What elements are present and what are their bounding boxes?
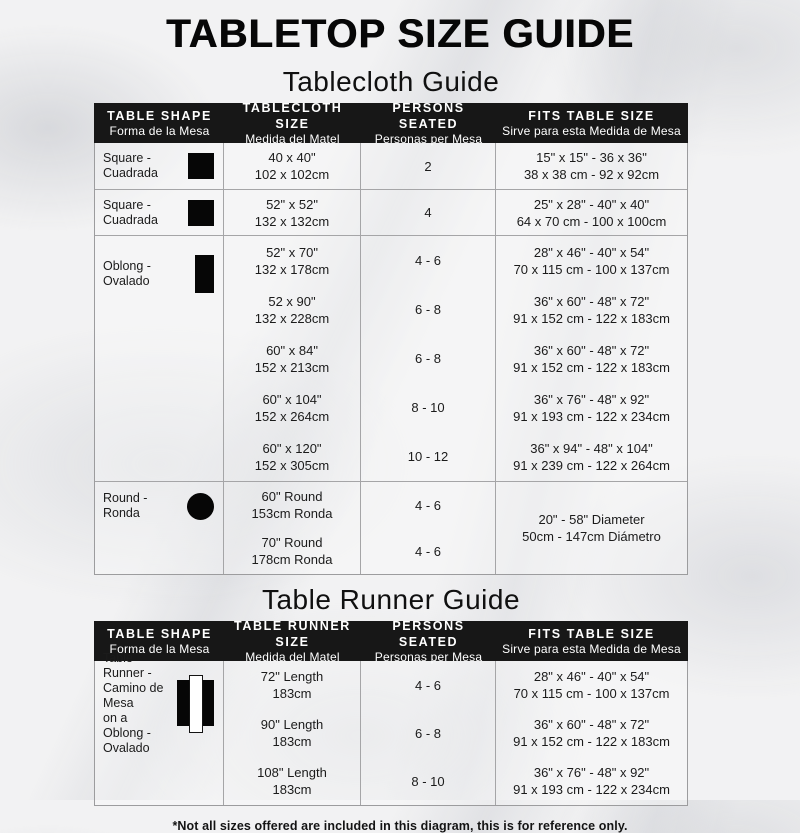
persons-cell: 4 - 6 — [414, 253, 441, 268]
header-table-runner-size: TABLE RUNNER SIZE Medida del Matel — [234, 618, 351, 664]
size-column — [224, 661, 361, 805]
size-cell: 72" Length 183cm — [260, 669, 324, 701]
fits-column — [496, 190, 687, 235]
persons-cell: 6 - 8 — [414, 351, 441, 366]
persons-cell: 8 - 10 — [411, 773, 445, 789]
fits-cell: 36" x 60" - 48" x 72" 91 x 152 cm - 122 x 183cm — [513, 293, 670, 326]
persons-cell: 6 - 8 — [414, 725, 441, 741]
size-cell: 60" x 104" 152 x 264cm — [254, 391, 330, 424]
header-persons-seated: PERSONS SEATED Personas per Mesa — [374, 100, 483, 146]
size-cell: 90" Length 183cm — [260, 717, 324, 749]
table-row — [95, 482, 687, 574]
persons-cell: 2 — [424, 158, 432, 174]
fits-cell-merged: 20" - 58" Diameter 50cm - 147cm Diámetro — [522, 512, 661, 544]
size-cell: 52 x 90" 132 x 228cm — [254, 293, 330, 326]
size-cell: 52" x 52" 132 x 132cm — [254, 196, 330, 229]
size-cell: 40 x 40" 102 x 102cm — [254, 150, 330, 182]
tablecloth-table-body — [94, 143, 688, 575]
runner-table-body — [94, 650, 688, 806]
fits-cell: 15" x 15" - 36 x 36" 38 x 38 cm - 92 x 92cm — [523, 150, 660, 182]
size-column — [224, 190, 361, 235]
tablecloth-guide — [94, 57, 688, 575]
persons-cell: 4 - 6 — [414, 543, 441, 559]
shape-cell — [95, 650, 224, 805]
shape-cell: Square - Cuadrada — [95, 190, 224, 235]
tablecloth-header-row — [94, 100, 688, 146]
fits-cell: 36" x 60" - 48" x 72" 91 x 152 cm - 122 x 183cm — [513, 342, 670, 375]
fits-column — [496, 236, 687, 481]
persons-column — [361, 143, 496, 189]
fits-cell: 36" x 76" - 48" x 92" 91 x 193 cm - 122 x 234cm — [513, 765, 670, 797]
size-cell: 60" Round 153cm Ronda — [251, 489, 333, 521]
table-row — [95, 143, 687, 190]
page-title: TABLETOP SIZE GUIDE — [166, 12, 634, 56]
fits-cell: 36" x 94" - 48" x 104" 91 x 239 cm - 122 x 264cm — [513, 440, 670, 473]
header-fits-table-size: FITS TABLE SIZE Sirve para esta Medida de Mesa — [502, 626, 681, 656]
shape-cell: Square - Cuadrada — [95, 143, 224, 189]
persons-column — [361, 190, 496, 235]
runner-header-row — [94, 618, 688, 664]
size-cell: 108" Length 183cm — [257, 765, 327, 797]
oblong-shape-icon — [195, 255, 214, 293]
persons-cell: 10 - 12 — [407, 449, 449, 464]
table-row — [95, 190, 687, 236]
round-shape-icon — [187, 493, 214, 520]
persons-column — [361, 482, 496, 574]
table-runner-guide-title: Table Runner Guide — [261, 584, 521, 615]
persons-cell: 8 - 10 — [411, 400, 445, 415]
runner-shape-label: Table Runner - Camino de Mesa on a Oblong - Ovalado — [103, 650, 164, 755]
size-cell: 52" x 70" 132 x 178cm — [254, 244, 330, 277]
persons-cell: 4 — [424, 205, 432, 220]
header-tablecloth-size: TABLECLOTH SIZE Medida del Matel — [242, 100, 343, 146]
fits-cell: 28" x 46" - 40" x 54" 70 x 115 cm - 100 x 137cm — [513, 244, 670, 277]
fits-column — [496, 661, 687, 805]
size-column — [224, 236, 361, 481]
fits-cell: 28" x 46" - 40" x 54" 70 x 115 cm - 100 x 137cm — [513, 669, 670, 701]
size-cell: 60" x 120" 152 x 305cm — [254, 440, 330, 473]
fits-cell: 36" x 76" - 48" x 92" 91 x 193 cm - 122 x 234cm — [513, 391, 670, 424]
footnote: *Not all sizes offered are included in this diagram, this is for reference only. — [172, 819, 628, 833]
persons-cell: 4 - 6 — [414, 497, 441, 513]
table-row — [95, 236, 687, 482]
shape-cell: Round - Ronda — [95, 482, 224, 574]
fits-cell: 36" x 60" - 48" x 72" 91 x 152 cm - 122 x 183cm — [513, 717, 670, 749]
square-shape-icon — [188, 153, 214, 179]
table-runner-guide — [94, 575, 688, 806]
header-table-shape: TABLE SHAPE Forma de la Mesa — [107, 108, 212, 138]
fits-column — [496, 143, 687, 189]
persons-cell: 6 - 8 — [414, 302, 441, 317]
header-table-shape: TABLE SHAPE Forma de la Mesa — [107, 626, 212, 656]
table-row — [95, 650, 687, 805]
header-fits-table-size: FITS TABLE SIZE Sirve para esta Medida de Mesa — [502, 108, 681, 138]
persons-cell: 4 - 6 — [414, 677, 441, 693]
fits-cell: 25" x 28" - 40" x 40" 64 x 70 cm - 100 x 100cm — [516, 196, 667, 229]
table-runner-shape-icon — [177, 680, 214, 726]
persons-column — [361, 661, 496, 805]
size-column — [224, 143, 361, 189]
size-column — [224, 482, 361, 574]
size-cell: 60" x 84" 152 x 213cm — [254, 342, 330, 375]
square-shape-icon — [188, 200, 214, 226]
tablecloth-guide-title: Tablecloth Guide — [282, 66, 500, 97]
fits-column — [496, 482, 687, 574]
persons-column — [361, 236, 496, 481]
header-persons-seated: PERSONS SEATED Personas per Mesa — [374, 618, 483, 664]
shape-cell: Oblong - Ovalado — [95, 236, 224, 481]
size-cell: 70" Round 178cm Ronda — [251, 535, 333, 567]
